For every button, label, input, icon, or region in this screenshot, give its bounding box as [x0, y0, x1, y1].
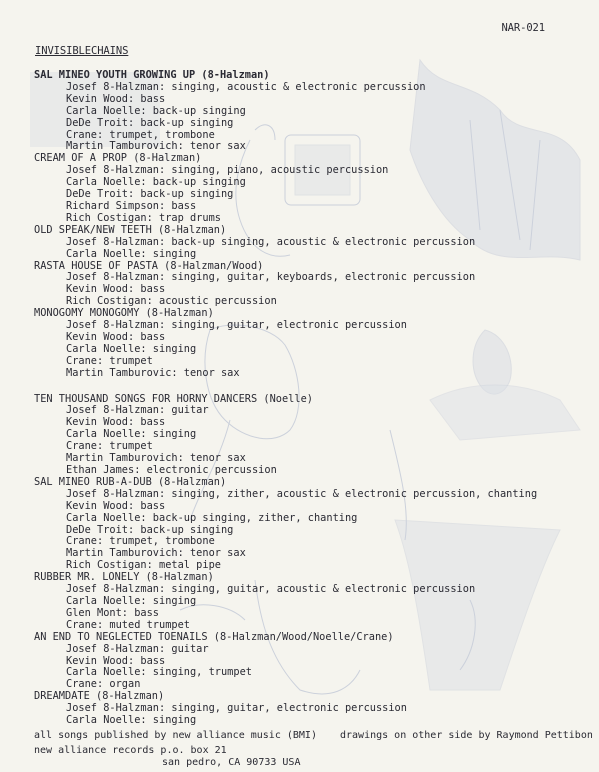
credit-line: Martin Tamburovic: tenor sax [66, 366, 240, 379]
credit-line: Crane: trumpet [66, 440, 153, 453]
credit-line: Kevin Wood: bass [66, 283, 166, 296]
credit-line: Rich Costigan: trap drums [66, 211, 221, 224]
album-heading: INVISIBLECHAINS [35, 45, 129, 57]
drawings-credit: drawings on other side by Raymond Pettibon [340, 730, 593, 741]
track-title: RUBBER MR. LONELY (8-Halzman) [34, 571, 214, 584]
track-title: OLD SPEAK/NEW TEETH (8-Halzman) [34, 223, 227, 236]
track-title: CREAM OF A PROP (8-Halzman) [34, 152, 202, 165]
credit-line: Martin Tamburovich: tenor sax [66, 452, 246, 465]
credit-line: Martin Tamburovich: tenor sax [66, 140, 246, 153]
track-title: DREAMDATE (8-Halzman) [34, 690, 165, 703]
credit-line: Martin Tamburovich: tenor sax [66, 547, 246, 560]
catalog-number: NAR-021 [501, 22, 545, 34]
credit-line: Carla Noelle: singing [66, 247, 197, 260]
track-title: RASTA HOUSE OF PASTA (8-Halzman/Wood) [34, 259, 264, 272]
credit-line: Crane: muted trumpet [66, 618, 190, 631]
credit-line: DeDe Troit: back-up singing [66, 116, 234, 129]
credit-line: Josef 8-Halzman: singing, guitar, electronic percussion [66, 319, 407, 332]
credit-line: Kevin Wood: bass [66, 416, 166, 429]
track-10 [34, 691, 537, 727]
credit-line: Carla Noelle: back-up singing [66, 104, 246, 117]
credit-line: Glen Mont: bass [66, 606, 159, 619]
address-line-1: new alliance records p.o. box 21 [34, 745, 227, 756]
credit-line: Carla Noelle: singing [66, 342, 197, 355]
credit-line: Josef 8-Halzman: singing, guitar, acoustic & electronic percussion [66, 583, 476, 596]
track-list [34, 70, 537, 727]
credit-line: Richard Simpson: bass [66, 199, 197, 212]
track-title: TEN THOUSAND SONGS FOR HORNY DANCERS (Noelle) [34, 392, 313, 405]
credit-line: Carla Noelle: back-up singing [66, 176, 246, 189]
footer [34, 728, 593, 770]
credit-line: Josef 8-Halzman: singing, zither, acoustic & electronic percussion, chanting [66, 487, 538, 500]
credit-line: Carla Noelle: singing [66, 594, 197, 607]
credit-line: Josef 8-Halzman: singing, acoustic & electronic percussion [66, 80, 426, 93]
credit-line: Carla Noelle: singing, trumpet [66, 666, 252, 679]
credit-line: Carla Noelle: back-up singing, zither, chanting [66, 511, 358, 524]
footer-line-1 [34, 728, 593, 743]
track-title: SAL MINEO RUB-A-DUB (8-Halzman) [34, 475, 227, 488]
credit-line: Crane: trumpet [66, 354, 153, 367]
credit-line: Crane: trumpet, trombone [66, 535, 215, 548]
credit-line: Rich Costigan: metal pipe [66, 559, 221, 572]
credit-line: Rich Costigan: acoustic percussion [66, 295, 277, 308]
credit-line: Kevin Wood: bass [66, 330, 166, 343]
track-4 [34, 261, 537, 309]
track-title: AN END TO NEGLECTED TOENAILS (8-Halzman/Wood/Noelle/Crane) [34, 630, 394, 643]
credit-line: Josef 8-Halzman: guitar [66, 404, 209, 417]
credit-line: Josef 8-Halzman: singing, guitar, electronic percussion [66, 702, 407, 715]
credit-line: Josef 8-Halzman: back-up singing, acoustic & electronic percussion [66, 235, 476, 248]
credit-line: DeDe Troit: back-up singing [66, 523, 234, 536]
credit-line: Josef 8-Halzman: guitar [66, 642, 209, 655]
address-line-2: san pedro, CA 90733 USA [162, 757, 301, 768]
track-title: MONOGOMY MONOGOMY (8-Halzman) [34, 307, 214, 320]
track-3 [34, 225, 537, 261]
track-5 [34, 308, 537, 379]
credit-line: Carla Noelle: singing [66, 428, 197, 441]
credit-line: Kevin Wood: bass [66, 654, 166, 667]
track-7 [34, 477, 537, 572]
credit-line: Ethan James: electronic percussion [66, 464, 277, 476]
credit-line: Kevin Wood: bass [66, 499, 166, 512]
track-8 [34, 572, 537, 632]
track-1 [34, 70, 537, 153]
track-9 [34, 632, 537, 692]
credit-line: Josef 8-Halzman: singing, guitar, keyboards, electronic percussion [66, 271, 476, 284]
credit-line: Crane: trumpet, trombone [66, 128, 215, 141]
credit-line: Josef 8-Halzman: singing, piano, acoustic percussion [66, 164, 389, 177]
track-6 [34, 394, 537, 477]
track-title: SAL MINEO YOUTH GROWING UP (8-Halzman) [34, 69, 270, 81]
credit-line: DeDe Troit: back-up singing [66, 188, 234, 201]
side-break [34, 380, 537, 394]
credit-line: Carla Noelle: singing [66, 714, 197, 727]
credit-line: Crane: organ [66, 678, 141, 691]
credit-line: Kevin Wood: bass [66, 92, 166, 105]
track-2 [34, 153, 537, 224]
publishing-note: all songs published by new alliance music (BMI) [34, 730, 317, 741]
